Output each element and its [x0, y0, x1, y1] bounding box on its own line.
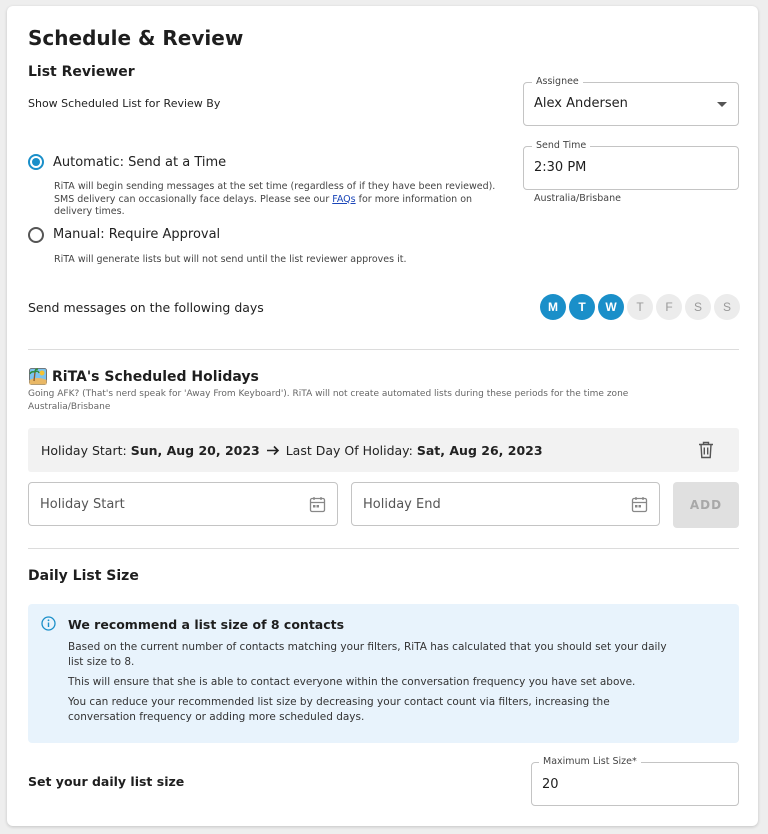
automatic-desc-line-3: delivery times. — [54, 206, 125, 217]
calendar-icon[interactable] — [631, 496, 648, 513]
automatic-desc-text: SMS delivery can occasionally face delays. Please see our — [54, 193, 333, 205]
recommendation-p2: This will ensure that she is able to contact everyone within the conversation frequency you have set above. — [68, 676, 636, 688]
max-list-size-label-text: Maximum List Size — [543, 756, 632, 767]
automatic-label[interactable]: Automatic: Send at a Time — [53, 155, 227, 170]
show-by-label: Show Scheduled List for Review By — [28, 97, 221, 110]
day-monday[interactable]: M — [540, 294, 566, 320]
holiday-end-input[interactable] — [351, 482, 660, 526]
holiday-end-label: Last Day Of Holiday: — [285, 443, 417, 458]
chevron-down-icon[interactable] — [716, 101, 728, 109]
automatic-desc-text-2: for more information on — [355, 193, 473, 205]
divider-1 — [28, 349, 739, 350]
day-sunday[interactable]: S — [714, 294, 740, 320]
holiday-start-value: Sun, Aug 20, 2023 — [130, 443, 260, 458]
holiday-start-placeholder: Holiday Start — [40, 497, 125, 512]
send-time-value: 2:30 PM — [534, 160, 587, 175]
required-asterisk: * — [631, 756, 637, 767]
day-thursday[interactable]: T — [627, 294, 653, 320]
automatic-radio[interactable] — [28, 154, 44, 170]
trash-icon[interactable] — [698, 441, 714, 459]
recommendation-title: We recommend a list size of 8 contacts — [68, 617, 345, 632]
day-friday[interactable]: F — [656, 294, 682, 320]
days-label: Send messages on the following days — [28, 300, 264, 315]
schedule-review-card — [7, 6, 758, 826]
max-list-size-input[interactable] — [531, 756, 739, 806]
calendar-icon[interactable] — [309, 496, 326, 513]
recommendation-alert — [28, 604, 739, 743]
max-list-size-label — [539, 756, 641, 767]
holiday-end-placeholder: Holiday End — [363, 497, 441, 512]
holidays-desc-line-2: Australia/Brisbane — [28, 401, 111, 412]
day-wednesday[interactable]: W — [598, 294, 624, 320]
day-tuesday[interactable]: T — [569, 294, 595, 320]
recommendation-body — [68, 640, 728, 725]
day-picker — [540, 294, 740, 320]
info-icon — [41, 616, 56, 631]
daily-list-size-heading: Daily List Size — [28, 568, 139, 584]
send-time-field[interactable] — [523, 140, 739, 190]
set-daily-size-label: Set your daily list size — [28, 774, 185, 789]
faqs-link[interactable]: FAQs — [332, 193, 356, 205]
holidays-heading: RiTA's Scheduled Holidays — [52, 369, 259, 385]
recommendation-p1-line-2: list size to 8. — [68, 656, 135, 668]
assignee-select[interactable] — [523, 76, 739, 126]
send-time-label: Send Time — [532, 140, 590, 151]
holidays-desc-line-1: Going AFK? (That's nerd speak for 'Away From Keyboard'). RiTA will not create automated lists during these periods for the time zone — [28, 389, 629, 399]
manual-label[interactable]: Manual: Require Approval — [53, 227, 221, 242]
recommendation-p1-line-1: Based on the current number of contacts matching your filters, RiTA has calculated that you should set your daily — [68, 641, 667, 653]
assignee-label: Assignee — [532, 76, 583, 87]
recommendation-p3-line-2: conversation frequency or adding more scheduled days. — [68, 711, 365, 723]
automatic-desc-line-1: RiTA will begin sending messages at the set time (regardless of if they have been reviewed). — [54, 181, 496, 192]
assignee-value: Alex Andersen — [534, 96, 628, 111]
send-time-timezone: Australia/Brisbane — [534, 193, 621, 204]
list-reviewer-heading: List Reviewer — [28, 64, 135, 80]
divider-2 — [28, 548, 739, 549]
manual-radio[interactable] — [28, 227, 44, 243]
add-holiday-button[interactable]: ADD — [673, 482, 739, 528]
holiday-start-label: Holiday Start: — [41, 443, 131, 458]
day-saturday[interactable]: S — [685, 294, 711, 320]
manual-description: RiTA will generate lists but will not send until the list reviewer approves it. — [54, 254, 407, 265]
recommendation-p3-line-1: You can reduce your recommended list size by decreasing your contact count via filters, increasing the — [68, 696, 610, 708]
max-list-size-value: 20 — [542, 777, 559, 792]
beach-emoji-icon — [29, 368, 47, 385]
automatic-desc-line-2 — [54, 194, 514, 207]
holiday-start-input[interactable] — [28, 482, 338, 526]
holiday-end-value: Sat, Aug 26, 2023 — [416, 443, 543, 458]
automatic-description — [54, 181, 514, 219]
page-title: Schedule & Review — [28, 26, 244, 50]
holiday-range — [41, 443, 543, 458]
holidays-description — [28, 388, 628, 413]
holiday-row — [28, 428, 739, 472]
arrow-right-icon — [266, 445, 280, 456]
